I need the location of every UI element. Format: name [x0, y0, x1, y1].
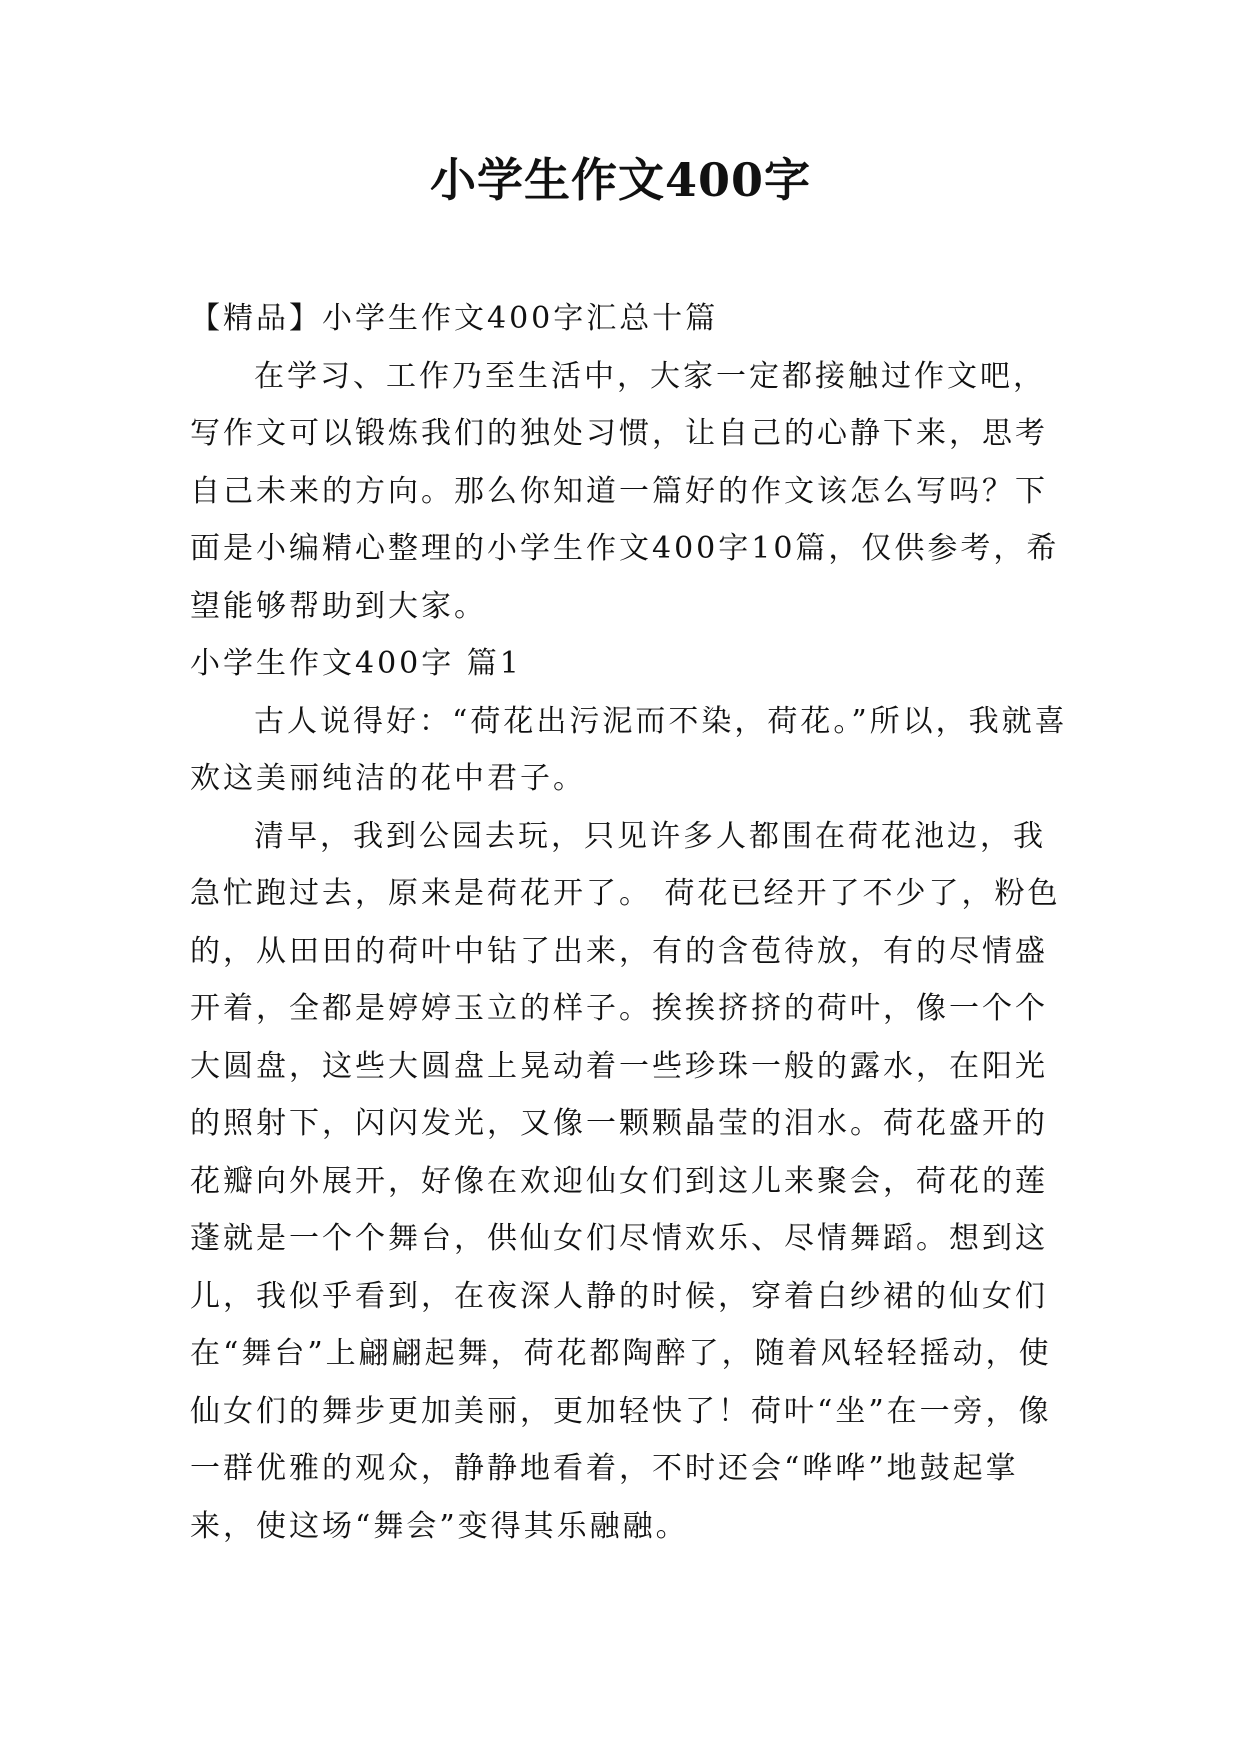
intro-paragraph: 在学习、工作乃至生活中，大家一定都接触过作文吧，写作文可以锻炼我们的独处习惯，让自己的心静下来，思考自己未来的方向。那么你知道一篇好的作文该怎么写吗？下面是小编精心整理的小学生作文400字10篇，仅供参考，希望能够帮助到大家。	[190, 358, 1060, 624]
essay-paragraph-1: 古人说得好：“荷花出污泥而不染，荷花。”所以，我就喜欢这美丽纯洁的花中君子。	[190, 703, 1068, 796]
essay-paragraph-2: 清早，我到公园去玩，只见许多人都围在荷花池边，我急忙跑过去，原来是荷花开了。 荷花已经开了不少了，粉色的，从田田的荷叶中钻了出来，有的含苞待放，有的尽情盛开着，全都是婷婷玉立的样子。挨挨挤挤的荷叶，像一个个大圆盘，这些大圆盘上晃动着一些珍珠一般的露水，在阳光的照射下，闪闪发光，又像一颗颗晶莹的泪水。荷花盛开的花瓣向外展开，好像在欢迎仙女们到这儿来聚会，荷花的莲蓬就是一个个舞台，供仙女们尽情欢乐、尽情舞蹈。想到这儿，我似乎看到，在夜深人静的时候，穿着白纱裙的仙女们在“舞台”上翩翩起舞，荷花都陶醉了，随着风轻轻摇动，使仙女们的舞步更加美丽，更加轻快了！荷叶“坐”在一旁，像一群优雅的观众，静静地看着，不时还会“哗哗”地鼓起掌来，使这场“舞会”变得其乐融融。	[190, 818, 1061, 1544]
document-title: 小学生作文400字	[429, 153, 812, 207]
document-body	[190, 290, 1070, 1555]
section-heading: 小学生作文400字 篇1	[190, 646, 522, 681]
subtitle: 【精品】小学生作文400字汇总十篇	[190, 301, 719, 336]
